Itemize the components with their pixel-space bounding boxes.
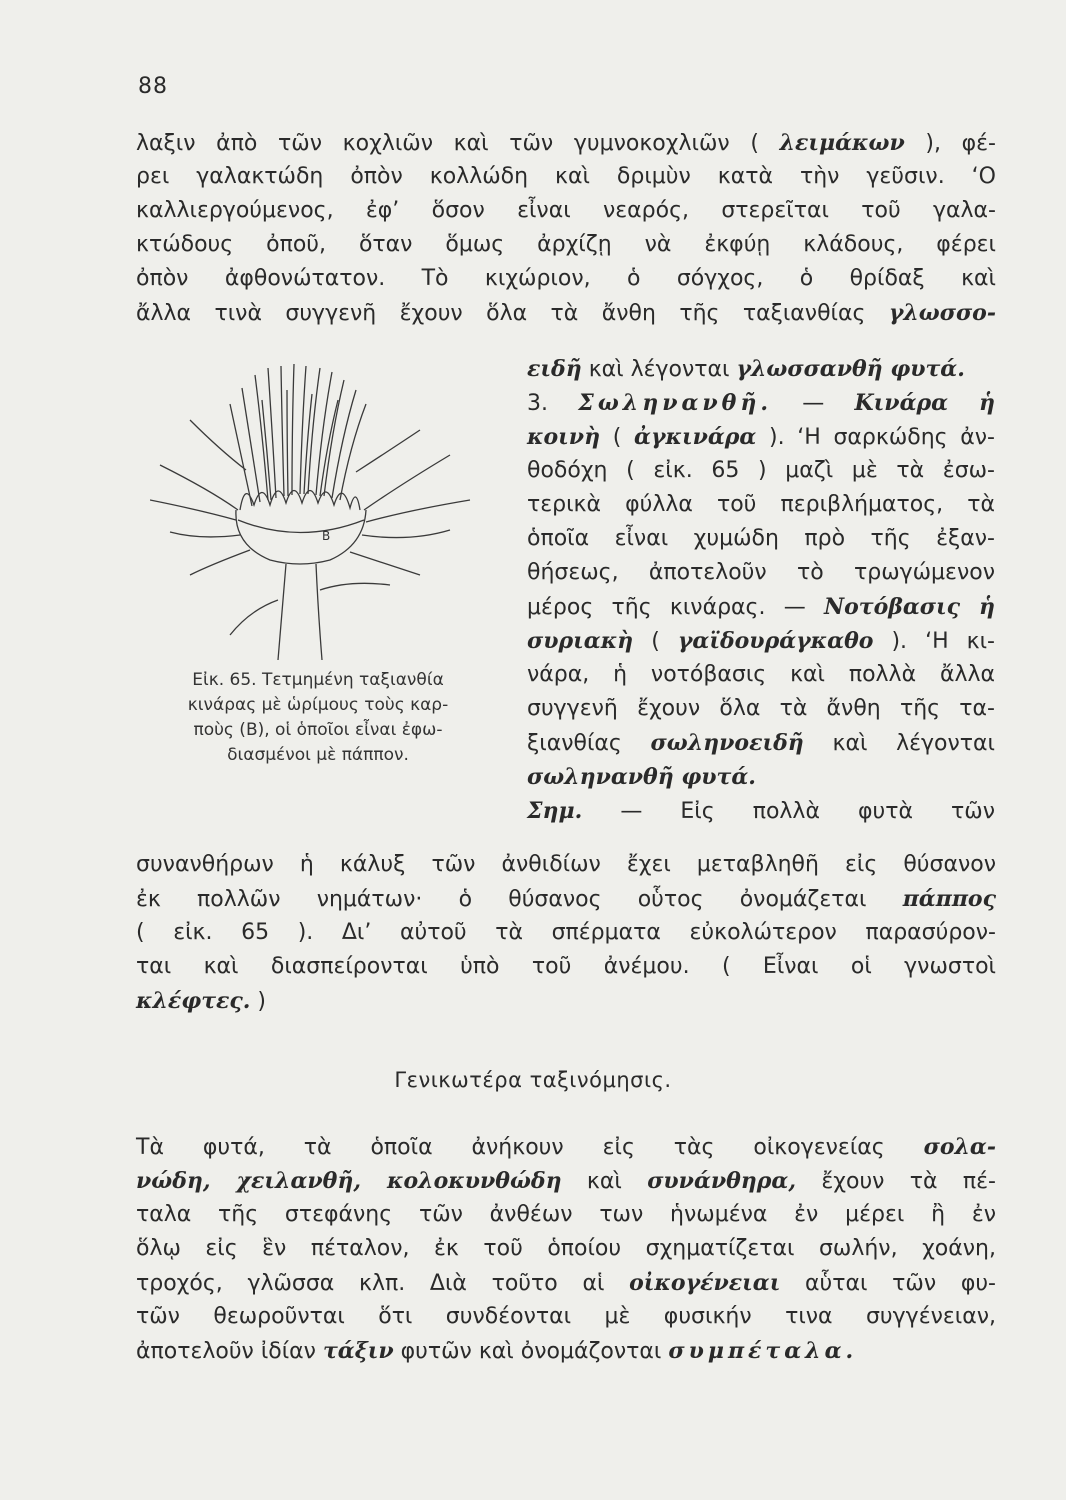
text-line: λαξιν ἀπὸ τῶν κοχλιῶν καὶ τῶν γυμνοκοχλιῶν ( λειμάκων ), φέ- [136,130,996,156]
emphasis-term: σωληνανθῆ φυτά. [527,764,756,790]
emphasis-term: συνάνθηρα, [647,1168,797,1194]
emphasis-term: οἰκογένειαι [629,1270,781,1296]
emphasis-term: σολα- [923,1134,996,1160]
receptacle-fruits [236,491,366,565]
caption-line: κινάρας μὲ ὡρίμους τοὺς καρ- [187,695,449,715]
section-heading: Γενικωτέρα ταξινόμησις. [394,1068,672,1092]
emphasis-term: πάππος [902,886,996,912]
emphasis-term: ἀγκινάρα [634,424,757,450]
bracts [150,420,470,575]
text-line: καλλιεργούμενος, ἐφ’ ὅσον εἶναι νεαρός, στερεῖται τοῦ γαλα- [136,198,996,223]
text-line: νώδη, χειλανθῆ, κολοκυνθώδη καὶ συνάνθηρα, ἔχουν τὰ πέ- [136,1168,996,1194]
text-line: ρει γαλακτώδη ὀπὸν κολλώδη καὶ δριμὺν κατὰ τὴν γεῦσιν. ‘Ο [136,164,996,189]
text-line [527,762,995,793]
text-line: θοδόχη ( εἰκ. 65 ) μαζὶ μὲ τὰ ἐσω- [527,458,995,483]
text-line: τερικὰ φύλλα τοῦ περιβλήματος, τὰ [527,492,995,517]
text-line: συγγενῆ ἔχουν ὅλα τὰ ἄνθη τῆς τα- [527,696,995,721]
figure-caption [136,668,500,768]
text-line: ξιανθίας σωληνοειδῆ καὶ λέγονται [527,730,995,756]
text-line: κλέφτες. ) [136,988,267,1014]
emphasis-term: κλέφτες. [136,988,251,1014]
text-line: κτώδους ὀποῦ, ὅταν ὅμως ἀρχίζῃ νὰ ἐκφύῃ κλάδους, φέρει [136,232,996,257]
text-line: νάρα, ἡ νοτόβασις καὶ πολλὰ ἄλλα [527,662,995,687]
stem [230,564,390,660]
text-line: ὀπὸν ἀφθονώτατον. Τὸ κιχώριον, ὁ σόγχος, ὁ θρίδαξ καὶ [136,266,996,291]
emphasis-term: κοινὴ [527,424,601,450]
emphasis-term: λειμάκων [779,130,905,156]
pappus-bristles [230,364,366,506]
emphasis-term: συμπέταλα. [668,1338,858,1364]
emphasis-term: ειδῆ [527,356,582,382]
text-line: ειδῆ καὶ λέγονται γλωσσανθῆ φυτά. [527,356,965,382]
text-line: συριακὴ ( γαϊδουράγκαθο ). ‘Η κι- [527,628,995,654]
text-line: 3. Σωληνανθῆ. — Κινάρα ἡ [527,390,995,416]
text-line: Τὰ φυτά, τὰ ὁποῖα ἀνήκουν εἰς τὰς οἰκογενείας σολα- [136,1134,996,1160]
text-line: τροχός, γλῶσσα κλπ. Διὰ τοῦτο αἱ οἰκογένειαι αὗται τῶν φυ- [136,1270,996,1296]
artichoke-figure [150,360,500,665]
emphasis-term: Σωληνανθῆ. [578,390,772,416]
text-line: ( εἰκ. 65 ). Δι’ αὐτοῦ τὰ σπέρματα εὐκολώτερον παρασύρον- [136,920,996,945]
text-line: Σημ. — Εἰς πολλὰ φυτὰ τῶν [527,798,995,824]
text-line: κοινὴ ( ἀγκινάρα ). ‘Η σαρκώδης ἀν- [527,424,995,450]
text-line: συνανθήρων ἡ κάλυξ τῶν ἀνθιδίων ἔχει μεταβληθῆ εἰς θύσανον [136,852,996,877]
emphasis-term: γαϊδουράγκαθο [677,628,874,654]
page-number: 88 [138,74,168,99]
emphasis-term: συριακὴ [527,628,634,654]
emphasis-term: νώδη, χειλανθῆ, κολοκυνθώδη [136,1168,562,1194]
text-line: ταλα τῆς στεφάνης τῶν ἀνθέων των ἡνωμένα ἐν μέρει ἢ ἐν [136,1202,996,1227]
emphasis-term: Νοτόβασις ἡ [824,594,995,620]
text-line: ἄλλα τινὰ συγγενῆ ἔχουν ὅλα τὰ ἄνθη τῆς ταξιανθίας γλωσσο- [136,300,996,326]
text-line: θήσεως, ἀποτελοῦν τὸ τρωγώμενον [527,560,995,585]
caption-line: διασμένοι μὲ πάππον. [227,745,409,765]
text-line: ἀποτελοῦν ἰδίαν τάξιν φυτῶν καὶ ὀνομάζονται συμπέταλα. [136,1338,858,1364]
text-line: ὅλῳ εἰς ἓν πέταλον, ἐκ τοῦ ὁποίου σχηματίζεται σωλήν, χοάνη, [136,1236,996,1261]
emphasis-term: γλωσσανθῆ φυτά. [736,356,965,382]
emphasis-term: σωληνοειδῆ [650,730,804,756]
text-line: μέρος τῆς κινάρας. — Νοτόβασις ἡ [527,594,995,620]
text-line: ἐκ πολλῶν νημάτων· ὁ θύσανος οὗτος ὀνομάζεται πάππος [136,886,996,912]
figure-label-b: B [322,529,331,543]
text-line: τῶν θεωροῦνται ὅτι συνδέονται μὲ φυσικήν τινα συγγένειαν, [136,1304,996,1329]
emphasis-term: Κινάρα ἡ [854,390,995,416]
text-line: ὁποῖα εἶναι χυμώδη πρὸ τῆς ἐξαν- [527,526,995,551]
caption-line: ποὺς (Β), οἱ ὁποῖοι εἶναι ἐφω- [193,720,443,740]
emphasis-term: τάξιν [322,1338,394,1364]
text-line: ται καὶ διασπείρονται ὑπὸ τοῦ ἀνέμου. ( Εἶναι οἱ γνωστοὶ [136,954,996,979]
caption-line: Εἰκ. 65. Τετμημένη ταξιανθία [192,670,444,690]
emphasis-term: Σημ. [527,798,583,824]
emphasis-term: γλωσσο- [888,300,996,326]
